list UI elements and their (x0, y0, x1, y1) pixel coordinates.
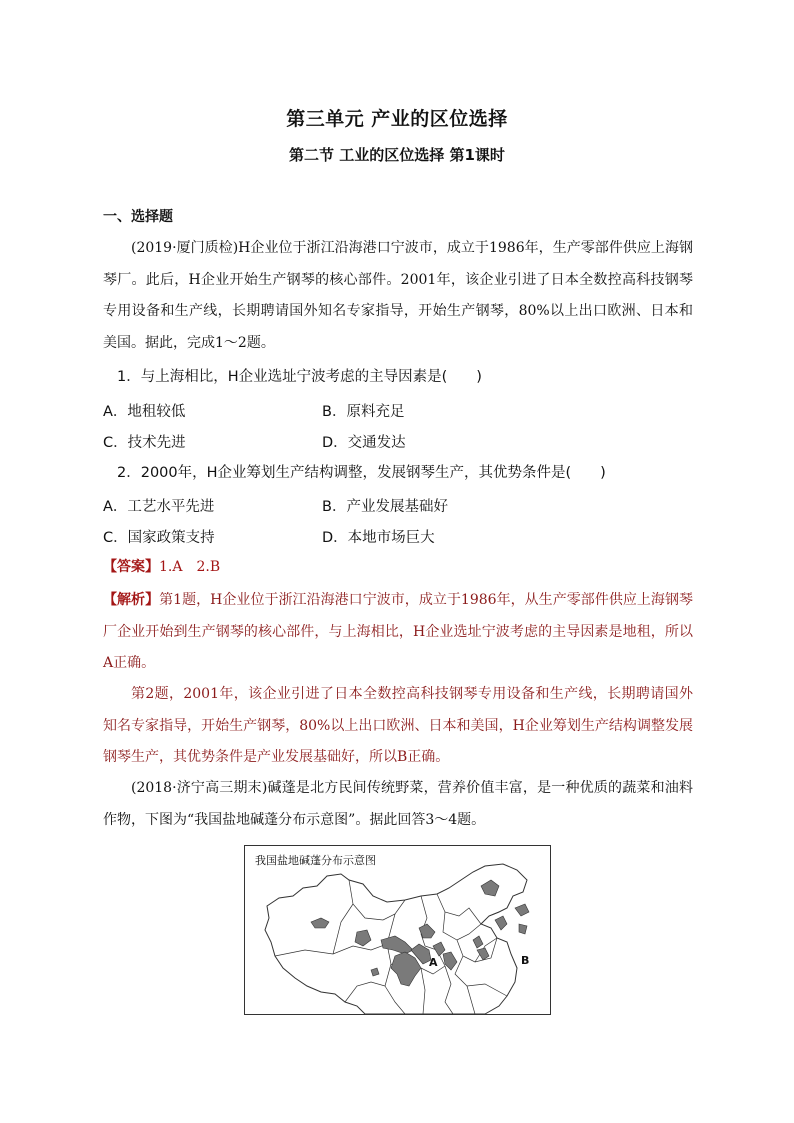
question-2-option-d: D．本地市场巨大 (322, 530, 435, 546)
intro-paragraph-2: (2018·济宁高三期末)碱蓬是北方民间传统野菜，营养价值丰富，是一种优质的蔬菜和油料作物，下图为“我国盐地碱蓬分布示意图”。据此回答3～4题。 (103, 780, 693, 828)
question-1-option-c: C．技术先进 (103, 435, 186, 451)
question-2-option-a: A．工艺水平先进 (103, 499, 215, 515)
analysis-tag: 【解析】 (103, 592, 160, 608)
answer-tag: 【答案】 (103, 559, 159, 575)
map-title: 我国盐地碱蓬分布示意图 (255, 854, 376, 867)
question-1-option-d: D．交通发达 (322, 435, 406, 451)
page-subtitle: 第二节 工业的区位选择 第1课时 (289, 146, 505, 164)
map-figure (244, 845, 551, 1015)
question-1-option-a: A．地租较低 (103, 404, 186, 420)
question-1-option-b: B．原料充足 (322, 404, 405, 420)
question-2-option-b: B．产业发展基础好 (322, 499, 448, 515)
question-1-stem: 1．与上海相比，H企业选址宁波考虑的主导因素是( ) (117, 369, 482, 385)
analysis-paragraph-2: 第2题，2001年，该企业引进了日本全数控高科技钢琴专用设备和生产线，长期聘请国外知名专家指导，开始生产钢琴，80%以上出口欧洲、日本和美国，H企业筹划生产结构调整发展钢琴生产，其优势条件是产业发展基础好，所以B正确。 (103, 686, 693, 765)
answer-line (103, 556, 220, 576)
map-label-a: A (429, 956, 438, 969)
analysis-paragraph-1 (103, 585, 693, 680)
section-heading: 一、选择题 (103, 209, 173, 225)
intro-paragraph-1: (2019·厦门质检)H企业位于浙江沿海港口宁波市，成立于1986年，生产零部件供应上海钢琴厂。此后，H企业开始生产钢琴的核心部件。2001年，该企业引进了日本全数控高科技钢琴专用设备和生产线，长期聘请国外知名专家指导，开始生产钢琴，80%以上出口欧洲、日本和美国。据此，完成1～2题。 (103, 240, 693, 351)
question-2-option-c: C．国家政策支持 (103, 530, 215, 546)
analysis-text-1: 第1题，H企业位于浙江沿海港口宁波市，成立于1986年，从生产零部件供应上海钢琴厂企业开始到生产钢琴的核心部件，与上海相比，H企业选址宁波考虑的主导因素是地租，所以A正确。 (103, 592, 693, 671)
china-outline-map (245, 846, 550, 1014)
page-title: 第三单元 产业的区位选择 (286, 108, 508, 130)
question-2-stem: 2．2000年，H企业筹划生产结构调整，发展钢琴生产，其优势条件是( ) (117, 465, 606, 481)
answer-text: 1.A 2.B (159, 559, 221, 575)
map-label-b: B (521, 954, 530, 967)
